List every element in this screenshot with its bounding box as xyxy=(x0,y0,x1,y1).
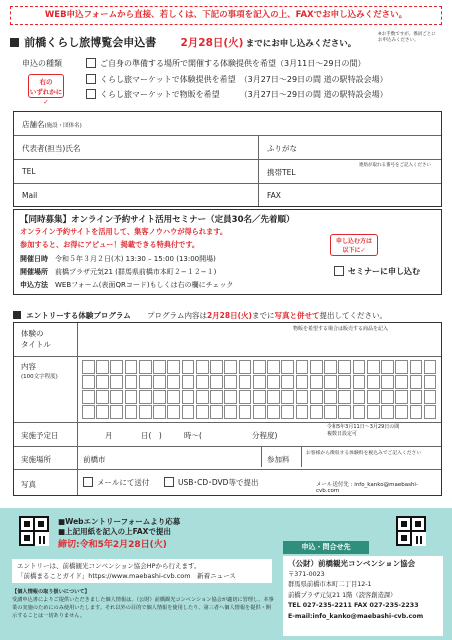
seminar-callout: 申し込む方は 以下に✓ xyxy=(330,234,378,256)
char-cell[interactable] xyxy=(324,360,337,374)
char-cell[interactable] xyxy=(281,375,294,389)
char-cell[interactable] xyxy=(153,360,166,374)
char-cell[interactable] xyxy=(182,375,195,389)
char-cell[interactable] xyxy=(182,390,195,404)
photo-email-note: メール送付先 : info_kanko@maebashi-cvb.com xyxy=(316,482,418,494)
char-cell[interactable] xyxy=(82,375,95,389)
char-cell[interactable] xyxy=(82,390,95,404)
char-cell[interactable] xyxy=(239,360,252,374)
char-cell[interactable] xyxy=(395,390,408,404)
char-cell[interactable] xyxy=(281,405,294,419)
char-cell[interactable] xyxy=(167,390,180,404)
contact-tel-fax: TEL 027-235-2211 FAX 027-235-2233 xyxy=(288,602,419,609)
char-cell[interactable] xyxy=(210,360,223,374)
schedule-minutes: 分程度) xyxy=(252,431,278,440)
char-cell[interactable] xyxy=(353,390,366,404)
char-cell[interactable] xyxy=(296,360,309,374)
fee-label: 参加料 xyxy=(267,455,290,464)
furigana-label: ふりがな xyxy=(267,144,297,153)
char-cell[interactable] xyxy=(82,360,95,374)
contact-zip: 〒371-0023 xyxy=(288,570,325,578)
contact-org: （公財）前橋観光コンベンション協会 xyxy=(288,559,416,568)
char-cell[interactable] xyxy=(139,390,152,404)
footer-web-entry: ■Webエントリーフォームより応募 xyxy=(58,517,181,526)
char-cell[interactable] xyxy=(381,390,394,404)
char-cell[interactable] xyxy=(424,375,437,389)
application-option-1[interactable]: ご自身の準備する場所で開催する体験提供を希望（3月11日〜29日の間） xyxy=(86,58,365,69)
char-cell[interactable] xyxy=(338,405,351,419)
char-cell[interactable] xyxy=(253,375,266,389)
char-cell[interactable] xyxy=(253,390,266,404)
char-cell[interactable] xyxy=(224,390,237,404)
program-title-note: 物販を希望する場合は販売する商品を記入 xyxy=(293,326,389,332)
seminar-venue: 開催場所 前橋プラザ元気21 (群馬県前橋市本町２−１２−１) xyxy=(20,268,217,276)
char-cell[interactable] xyxy=(182,405,195,419)
application-option-2[interactable]: くらし旅マーケットで体験提供を希望 （3月27日〜29日の間 道の駅特設会場） xyxy=(86,74,388,85)
mail-label: Mail xyxy=(22,191,38,200)
application-type-hint: 右の いずれかに✓ xyxy=(28,74,64,98)
char-cell[interactable] xyxy=(424,360,437,374)
char-cell[interactable] xyxy=(125,390,138,404)
char-cell[interactable] xyxy=(125,360,138,374)
char-cell[interactable] xyxy=(82,405,95,419)
char-cell[interactable] xyxy=(96,390,109,404)
char-cell[interactable] xyxy=(224,405,237,419)
char-cell[interactable] xyxy=(296,390,309,404)
contact-address-2: 前橋プラザ元気21 1階（読客創造課） xyxy=(288,591,397,599)
place-value: 前橋市 xyxy=(83,455,106,464)
program-header: エントリーする体験プログラム プログラム内容は2月28日(火)までに写真と併せて提出してください。 xyxy=(13,310,442,321)
applicant-table xyxy=(13,111,442,207)
char-cell[interactable] xyxy=(338,360,351,374)
contact-email[interactable]: E-mail:info_kanko@maebashi-cvb.com xyxy=(288,612,424,620)
char-cell[interactable] xyxy=(210,375,223,389)
char-cell[interactable] xyxy=(367,360,380,374)
char-cell[interactable] xyxy=(167,375,180,389)
char-cell[interactable] xyxy=(196,390,209,404)
program-content-sub: (100文字程度) xyxy=(21,374,58,380)
footer-deadline: 締切:令和5年2月28日(火) xyxy=(58,540,167,550)
char-cell[interactable] xyxy=(381,405,394,419)
char-cell[interactable] xyxy=(267,390,280,404)
char-cell[interactable] xyxy=(153,405,166,419)
char-cell[interactable] xyxy=(253,405,266,419)
char-cell[interactable] xyxy=(182,360,195,374)
schedule-note: 令和5年3月11日〜3月29日の間 複数日設定可 xyxy=(327,424,400,437)
char-cell[interactable] xyxy=(381,360,394,374)
instruction-banner: WEB申込フォームから直接、若しくは、下記の事項を記入の上、FAXでお申し込みください。 xyxy=(10,6,442,25)
char-cell[interactable] xyxy=(167,360,180,374)
char-cell[interactable] xyxy=(296,405,309,419)
char-cell[interactable] xyxy=(324,375,337,389)
char-cell[interactable] xyxy=(338,375,351,389)
mobile-note: 連絡が取れる番号をご記入ください xyxy=(359,163,431,168)
char-cell[interactable] xyxy=(410,390,423,404)
char-cell[interactable] xyxy=(96,375,109,389)
application-option-3[interactable]: くらし旅マーケットで物販を希望 （3月27日〜29日の間 道の駅特設会場） xyxy=(86,89,388,100)
char-cell[interactable] xyxy=(153,390,166,404)
application-type-label: 申込の種類 xyxy=(22,59,62,68)
char-cell[interactable] xyxy=(395,405,408,419)
store-name-label: 店舗名(施設・団体名) xyxy=(22,120,82,129)
char-cell[interactable] xyxy=(410,375,423,389)
photo-mail-checkbox[interactable] xyxy=(83,477,93,487)
representative-label: 代表者(担当)氏名 xyxy=(22,144,81,153)
char-cell[interactable] xyxy=(224,375,237,389)
char-cell[interactable] xyxy=(281,360,294,374)
char-cell[interactable] xyxy=(424,390,437,404)
char-cell[interactable] xyxy=(381,375,394,389)
header-deadline-suffix: までにお申し込みください。 xyxy=(245,39,357,49)
schedule-day: 日( ) xyxy=(141,431,162,440)
char-cell[interactable] xyxy=(395,375,408,389)
char-cell[interactable] xyxy=(281,390,294,404)
char-cell[interactable] xyxy=(167,405,180,419)
place-label: 実施場所 xyxy=(21,455,51,464)
seminar-box xyxy=(13,209,442,295)
char-cell[interactable] xyxy=(310,360,323,374)
char-cell[interactable] xyxy=(310,375,323,389)
seminar-title: 【同時募集】オンライン予約サイト活用セミナー（定員30名／先着順） xyxy=(20,215,295,225)
footer xyxy=(0,508,452,640)
char-cell[interactable] xyxy=(153,375,166,389)
char-cell[interactable] xyxy=(210,405,223,419)
char-cell[interactable] xyxy=(410,360,423,374)
option-2-checkbox[interactable] xyxy=(86,74,96,84)
char-cell[interactable] xyxy=(324,405,337,419)
square-bullet-icon xyxy=(10,38,19,47)
char-cell[interactable] xyxy=(110,390,123,404)
char-cell[interactable] xyxy=(110,375,123,389)
contact-label: 申込・問合せ先 xyxy=(283,541,369,554)
form-header xyxy=(10,34,442,50)
seminar-date: 開催日時 令和５年３月２日(木) 13:30 – 15:00 (13:00開場) xyxy=(20,255,216,263)
char-cell[interactable] xyxy=(139,375,152,389)
seminar-checkbox[interactable] xyxy=(334,266,344,276)
char-cell[interactable] xyxy=(367,405,380,419)
char-cell[interactable] xyxy=(96,405,109,419)
char-cell[interactable] xyxy=(395,360,408,374)
photo-mail-option[interactable]: メールにて送付 xyxy=(83,477,149,488)
header-note: ※お手数ですが、係員ごとにお申込みください。 xyxy=(378,32,436,43)
char-cell[interactable] xyxy=(424,405,437,419)
program-title-label: 体験の タイトル xyxy=(21,329,51,349)
contact-address-1: 群馬県前橋市本町二丁目12-1 xyxy=(288,581,372,588)
char-cell[interactable] xyxy=(367,375,380,389)
photo-usb-option[interactable]: USB･CD･DVD等で提出 xyxy=(164,477,258,488)
program-content-label: 内容 xyxy=(21,362,36,371)
char-cell[interactable] xyxy=(353,405,366,419)
mobile-tel-label: 携帯TEL xyxy=(267,168,296,177)
program-table xyxy=(13,322,442,496)
char-cell[interactable] xyxy=(125,405,138,419)
entry-note-box: エントリーは、前橋観光コンベンション協会HPから行えます。 「前橋まることガイド」https://www.maebashi-cvb.com 新着ニュース xyxy=(12,559,272,583)
char-cell[interactable] xyxy=(196,360,209,374)
char-cell[interactable] xyxy=(110,360,123,374)
char-cell[interactable] xyxy=(224,360,237,374)
fee-note: お客様から徴収する体験料を税込みでご記入ください xyxy=(306,451,422,456)
seminar-line-1: オンライン予約サイトを活用して、集客ノウハウが得られます。 xyxy=(20,227,228,236)
seminar-line-2: 参加すると、お得にアピュー！掲載できる特典付です。 xyxy=(20,240,200,249)
schedule-time: 時〜( xyxy=(184,431,202,440)
char-cell[interactable] xyxy=(338,390,351,404)
photo-label: 写真 xyxy=(21,480,36,489)
char-cell[interactable] xyxy=(210,390,223,404)
char-cell[interactable] xyxy=(267,375,280,389)
header-deadline: 2月28日(火) xyxy=(180,37,244,49)
char-cell[interactable] xyxy=(139,360,152,374)
char-cell[interactable] xyxy=(96,360,109,374)
char-cell[interactable] xyxy=(239,405,252,419)
char-cell[interactable] xyxy=(267,405,280,419)
char-cell[interactable] xyxy=(267,360,280,374)
qr-code-icon[interactable] xyxy=(396,516,426,546)
char-cell[interactable] xyxy=(239,375,252,389)
option-1-checkbox[interactable] xyxy=(86,58,96,68)
qr-code-icon[interactable] xyxy=(19,516,49,546)
program-section-title: エントリーする体験プログラム xyxy=(26,311,131,320)
tel-label: TEL xyxy=(22,167,36,176)
application-type-section xyxy=(22,58,442,106)
char-cell[interactable] xyxy=(310,405,323,419)
schedule-month: 月 xyxy=(105,431,113,440)
privacy-section: 【個人情報の取り扱いについて】 受講申込書によりご提供いただきました個人情報は、（公財）前橋観光コンベンション協会が適切に管理し、本事業の実施のためにのみ使用いたします。それ以外の目的で個人情報を使用したり、第三者へ個人情報を提供・開示することは一切ありません。 xyxy=(12,589,274,619)
char-cell[interactable] xyxy=(125,375,138,389)
char-cell[interactable] xyxy=(253,360,266,374)
char-cell[interactable] xyxy=(310,390,323,404)
schedule-label: 実施予定日 xyxy=(21,431,59,440)
char-cell[interactable] xyxy=(410,405,423,419)
option-3-checkbox[interactable] xyxy=(86,89,96,99)
content-char-grid[interactable] xyxy=(82,360,438,420)
square-bullet-icon xyxy=(13,311,21,319)
char-cell[interactable] xyxy=(196,405,209,419)
contact-box xyxy=(283,556,443,636)
char-cell[interactable] xyxy=(367,390,380,404)
form-title: 前橋くらし旅博覧会申込書 xyxy=(24,36,157,49)
char-cell[interactable] xyxy=(296,375,309,389)
seminar-method: 申込方法 WEBフォーム(表面QRコード)もしくは右の欄にチェック xyxy=(20,281,234,289)
char-cell[interactable] xyxy=(110,405,123,419)
photo-usb-checkbox[interactable] xyxy=(164,477,174,487)
char-cell[interactable] xyxy=(324,390,337,404)
char-cell[interactable] xyxy=(196,375,209,389)
seminar-signup-option[interactable]: セミナーに申し込む xyxy=(334,266,420,277)
fax-label: FAX xyxy=(267,191,281,200)
char-cell[interactable] xyxy=(139,405,152,419)
char-cell[interactable] xyxy=(353,360,366,374)
char-cell[interactable] xyxy=(239,390,252,404)
char-cell[interactable] xyxy=(353,375,366,389)
footer-fax-entry: ■上記用紙を記入の上FAXで提出 xyxy=(58,527,171,536)
